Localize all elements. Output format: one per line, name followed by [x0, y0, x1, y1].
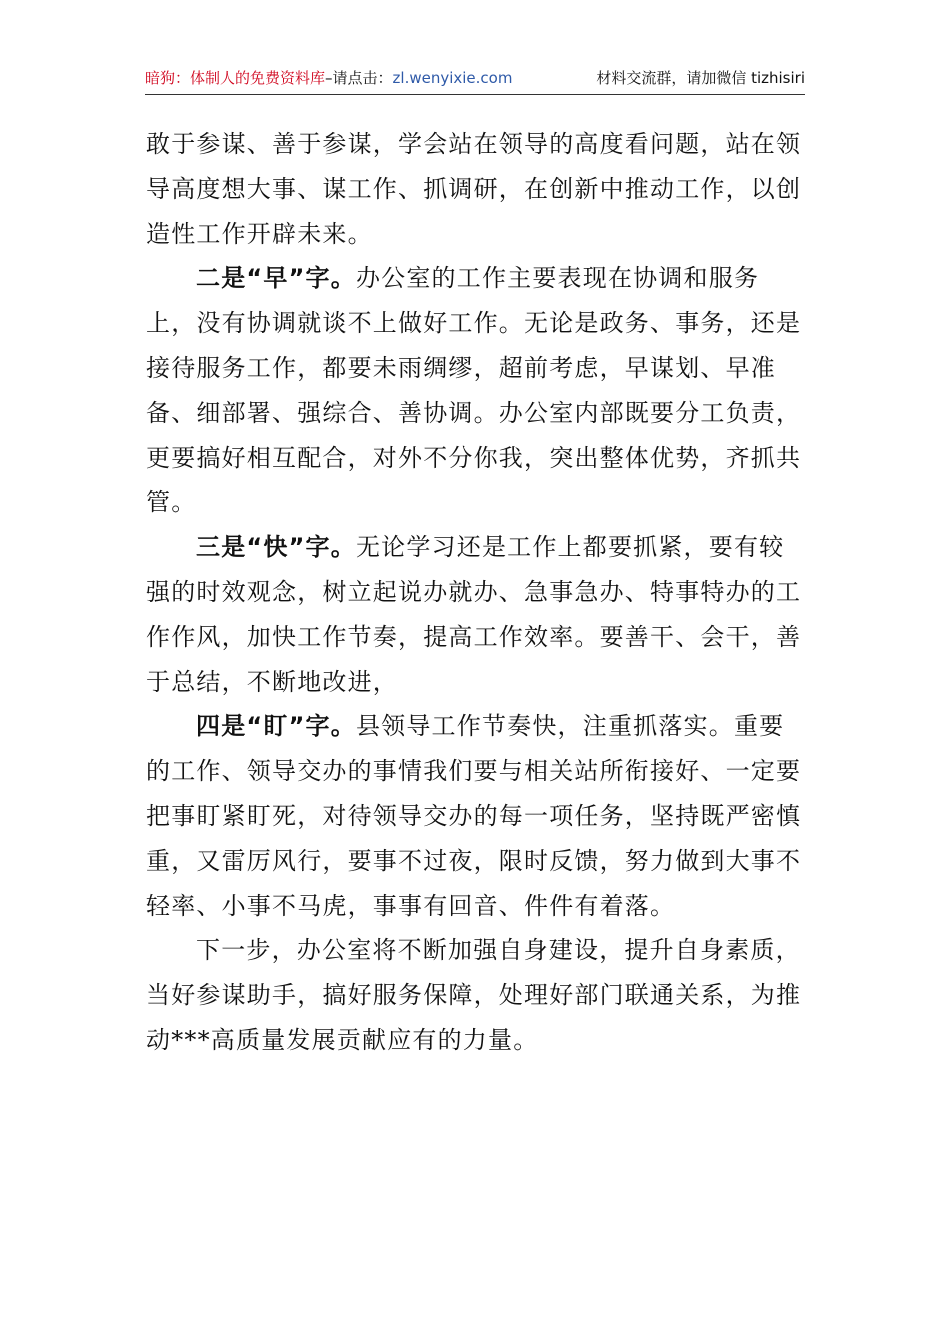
page-header	[145, 68, 805, 95]
header-click-prompt: –请点击：	[325, 69, 393, 87]
header-group-note: 材料交流群，请加微信 tizhisiri	[596, 69, 805, 87]
paragraph-text: 县领导工作节奏快，注重抓落实。重要的工作、领导交办的事情我们要与相关站所衔接好、一定要把事盯紧盯死，对待领导交办的每一项任务，坚持既严密慎重，又雷厉风行，要事不过夜，限时反馈，努力做到大事不轻率、小事不马虎，事事有回音、件件有着落。	[146, 712, 802, 920]
paragraph-lead: 三是“快”字。	[196, 533, 356, 562]
paragraph-text: 办公室的工作主要表现在协调和服务上，没有协调就谈不上做好工作。无论是政务、事务，还是接待服务工作，都要未雨绸缪，超前考虑，早谋划、早准备、细部署、强综合、善协调。办公室内部既要分工负责，更要搞好相互配合，对外不分你我，突出整体优势，齐抓共管。	[146, 264, 802, 517]
header-brand: 暗狗：体制人的免费资料库	[145, 69, 326, 87]
paragraph-continued	[146, 122, 806, 256]
document-body	[146, 122, 806, 1063]
paragraph-text: 下一步，办公室将不断加强自身建设，提升自身素质，当好参谋助手，搞好服务保障，处理好部门联通关系，为推动***高质量发展贡献应有的力量。	[146, 936, 802, 1054]
paragraph-fast	[146, 525, 806, 704]
paragraph-early	[146, 256, 806, 525]
paragraph-watch	[146, 704, 806, 928]
paragraph-next-step	[146, 928, 806, 1062]
paragraph-lead: 二是“早”字。	[196, 264, 356, 293]
paragraph-text: 敢于参谋、善于参谋，学会站在领导的高度看问题，站在领导高度想大事、谋工作、抓调研，在创新中推动工作，以创造性工作开辟未来。	[146, 130, 802, 248]
paragraph-text: 无论学习还是工作上都要抓紧，要有较强的时效观念，树立起说办就办、急事急办、特事特办的工作作风，加快工作节奏，提高工作效率。要善干、会干，善于总结，不断地改进，	[146, 533, 802, 696]
paragraph-lead: 四是“盯”字。	[196, 712, 356, 741]
header-url-link[interactable]: zl.wenyixie.com	[392, 69, 513, 87]
